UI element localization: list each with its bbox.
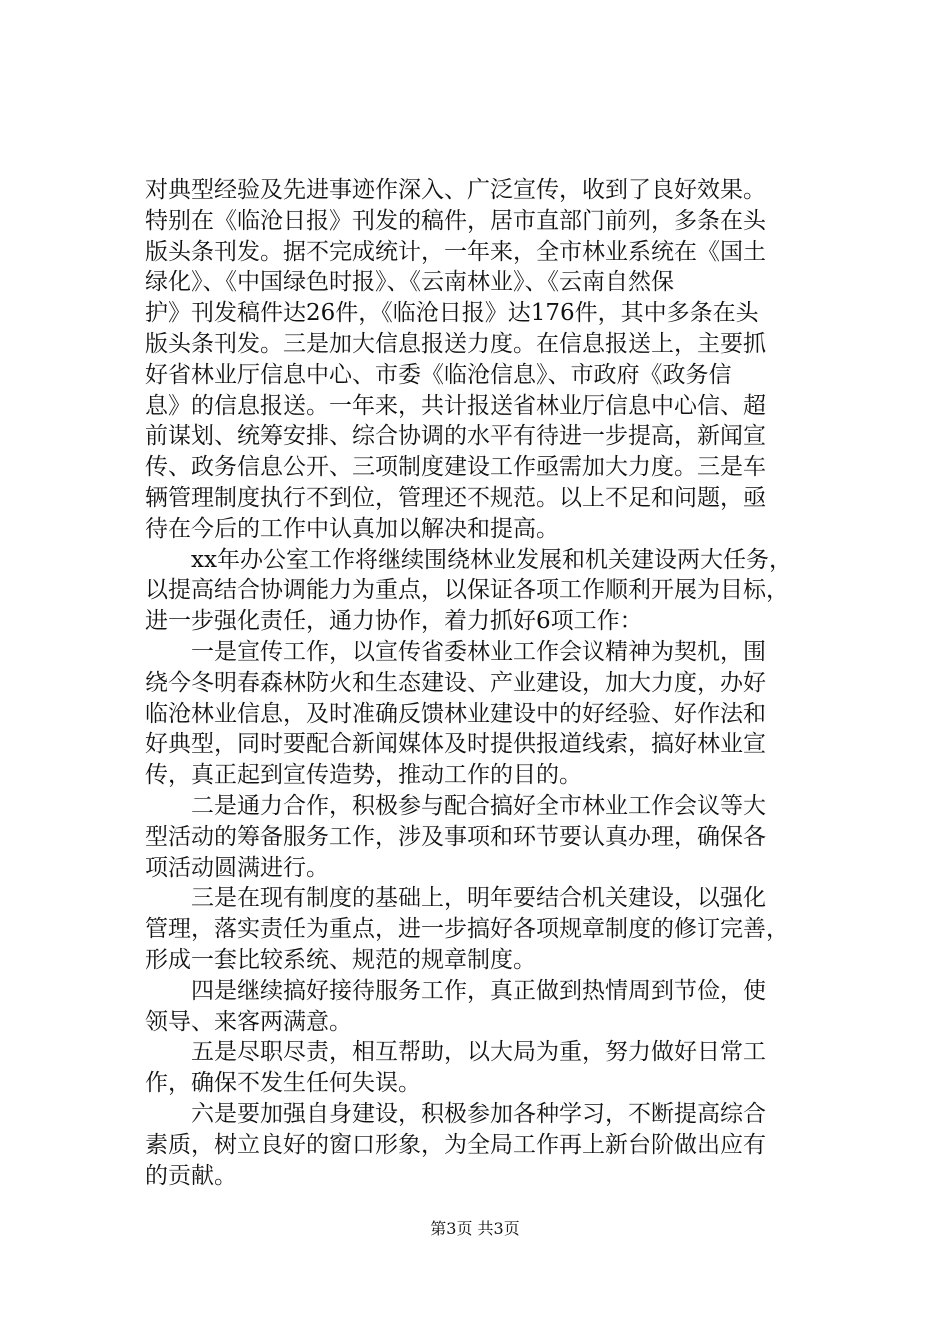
text-line: 好典型，同时要配合新闻媒体及时提供报道线索，搞好林业宣 bbox=[145, 731, 766, 758]
text-line: 四是继续搞好接待服务工作，真正做到热情周到节俭，使 bbox=[191, 977, 766, 1004]
text-line: 待在今后的工作中认真加以解决和提高。 bbox=[145, 515, 559, 542]
text-line: 以提高结合协调能力为重点，以保证各项工作顺利开展为目标， bbox=[145, 577, 789, 604]
page-footer: 第3页 共3页 bbox=[430, 1219, 520, 1238]
text-line: 前谋划、统筹安排、综合协调的水平有待进一步提高，新闻宣 bbox=[145, 423, 766, 450]
text-line: 型活动的筹备服务工作，涉及事项和环节要认真办理，确保各 bbox=[145, 823, 766, 850]
text-line: 传、政务信息公开、三项制度建设工作亟需加大力度。三是车 bbox=[145, 454, 766, 481]
text-line: 项活动圆满进行。 bbox=[145, 854, 329, 881]
text-line: 临沧林业信息，及时准确反馈林业建设中的好经验、好作法和 bbox=[145, 700, 766, 727]
text-line: 形成一套比较系统、规范的规章制度。 bbox=[145, 946, 536, 973]
text-line: 作，确保不发生任何失误。 bbox=[145, 1070, 421, 1097]
text-line: 传，真正起到宣传造势，推动工作的目的。 bbox=[145, 762, 582, 789]
text-line: 对典型经验及先进事迹作深入、广泛宣传，收到了良好效果。 bbox=[145, 177, 766, 203]
text-line: 绿化》、《中国绿色时报》、《云南林业》、《云南自然保 bbox=[145, 269, 674, 296]
text-line: 进一步强化责任，通力协作，着力抓好6项工作： bbox=[145, 608, 643, 635]
text-line: 二是通力合作，积极参与配合搞好全市林业工作会议等大 bbox=[191, 792, 766, 819]
text-line: 五是尽职尽责，相互帮助，以大局为重，努力做好日常工 bbox=[191, 1039, 766, 1066]
text-line: 特别在《临沧日报》刊发的稿件，居市直部门前列，多条在头 bbox=[145, 207, 766, 234]
text-line: 护》刊发稿件达26件，《临沧日报》达176件，其中多条在头 bbox=[145, 300, 759, 327]
text-line: 一是宣传工作，以宣传省委林业工作会议精神为契机，围 bbox=[191, 638, 766, 665]
text-line: 管理，落实责任为重点，进一步搞好各项规章制度的修订完善， bbox=[145, 916, 789, 943]
text-line: 辆管理制度执行不到位，管理还不规范。以上不足和问题，亟 bbox=[145, 484, 766, 511]
text-line: 素质，树立良好的窗口形象，为全局工作再上新台阶做出应有 bbox=[145, 1131, 766, 1158]
text-line: 版头条刊发。据不完成统计，一年来，全市林业系统在《国土 bbox=[145, 238, 766, 265]
text-line: 息》的信息报送。一年来，共计报送省林业厅信息中心信、超 bbox=[145, 392, 766, 419]
text-line: 的贡献。 bbox=[145, 1162, 237, 1189]
text-line: xx年办公室工作将继续围绕林业发展和机关建设两大任务， bbox=[191, 546, 792, 573]
text-line: 绕今冬明春森林防火和生态建设、产业建设，加大力度，办好 bbox=[145, 669, 766, 696]
text-line: 好省林业厅信息中心、市委《临沧信息》、市政府《政务信 bbox=[145, 361, 732, 388]
text-line: 版头条刊发。三是加大信息报送力度。在信息报送上，主要抓 bbox=[145, 330, 766, 357]
text-line: 领导、来客两满意。 bbox=[145, 1008, 352, 1035]
text-line: 六是要加强自身建设，积极参加各种学习，不断提高综合 bbox=[191, 1100, 766, 1127]
text-line: 三是在现有制度的基础上，明年要结合机关建设，以强化 bbox=[191, 885, 766, 912]
document-body bbox=[145, 175, 825, 1191]
